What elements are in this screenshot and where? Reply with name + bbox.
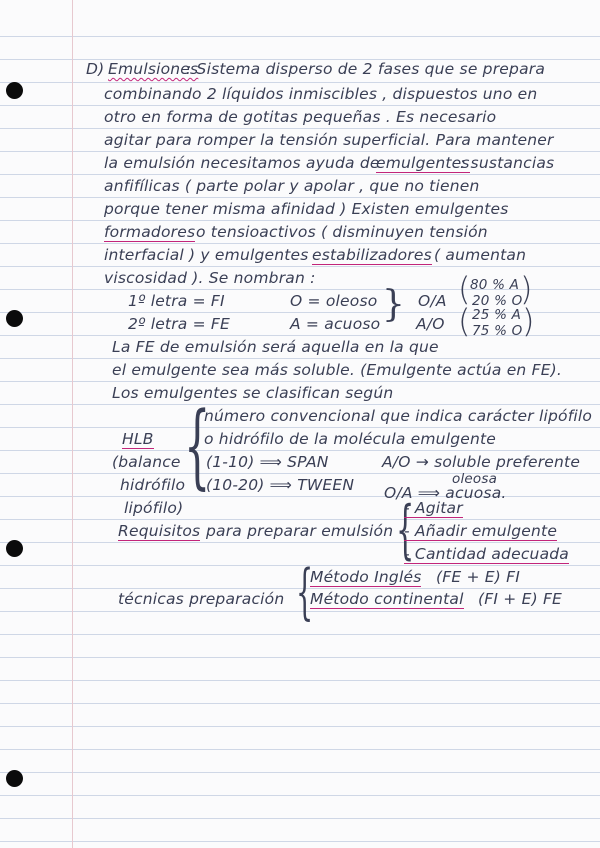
emulsion-type: O/A	[418, 292, 447, 310]
solubility-note: A/O → soluble preferente	[382, 453, 581, 471]
hlb-range: (10-20) ⟹ TWEEN	[206, 476, 355, 494]
method-name: Método continental	[310, 590, 464, 608]
hlb-definition: o hidrófilo de la molécula emulgente	[204, 430, 497, 448]
solubility-note: O/A ⟹ acuosa.	[384, 484, 507, 502]
requirement-item: - Añadir emulgente	[404, 522, 558, 540]
hlb-range: (1-10) ⟹ SPAN	[206, 453, 329, 471]
binder-hole	[6, 540, 23, 557]
paren-open: (	[458, 270, 471, 308]
binder-hole	[6, 82, 23, 99]
binder-hole	[6, 310, 23, 327]
paragraph-line: combinando 2 líquidos inmiscibles , dispuestos uno en	[104, 85, 538, 103]
paren-close: )	[520, 270, 533, 308]
composition: 25 % A	[472, 307, 522, 323]
paren-open: (	[458, 302, 471, 340]
requirement-item: - Cantidad adecuada	[404, 545, 570, 563]
hlb-meaning: (balance	[112, 453, 181, 471]
requirement-item: - Agitar	[404, 499, 463, 517]
brace: }	[382, 284, 405, 325]
emulsion-type: A/O	[416, 315, 445, 333]
requisitos-label: Requisitos	[118, 522, 201, 540]
hlb-meaning: lipófilo)	[124, 499, 184, 517]
paragraph-line: Los emulgentes se clasifican según	[112, 384, 394, 402]
naming-legend: O = oleoso	[290, 292, 378, 310]
paragraph-line: otro en forma de gotitas pequeñas . Es necesario	[104, 108, 497, 126]
section-title: Emulsiones	[108, 60, 199, 78]
hlb-label: HLB	[122, 430, 154, 448]
hlb-meaning: hidrófilo	[120, 476, 186, 494]
paragraph-line: porque tener misma afinidad ) Existen emulgentes	[104, 200, 509, 218]
section-label: D)	[86, 60, 105, 78]
paragraph-line: la emulsión necesitamos ayuda de	[104, 154, 380, 172]
composition: 75 % O	[472, 323, 523, 339]
term-formadores: formadores	[104, 223, 196, 241]
paragraph-line: ( aumentan	[434, 246, 527, 264]
paragraph-line: o tensioactivos ( disminuyen tensión	[196, 223, 488, 241]
hlb-definition: número convencional que indica carácter lipófilo	[204, 407, 593, 425]
term-emulgentes: emulgentes	[376, 154, 470, 172]
margin-line	[72, 0, 73, 848]
naming-legend: A = acuoso	[290, 315, 381, 333]
definition-text: : Sistema disperso de 2 fases que se prepara	[186, 60, 546, 78]
paragraph-line: interfacial ) y emulgentes	[104, 246, 309, 264]
composition: 20 % O	[472, 293, 523, 309]
naming-rule: 1º letra = FI	[128, 292, 225, 310]
term-estabilizadores: estabilizadores	[312, 246, 432, 264]
brace: {	[184, 392, 211, 499]
method-name: Método Inglés	[310, 568, 422, 586]
paragraph-line: el emulgente sea más soluble. (Emulgente actúa en FE).	[112, 361, 563, 379]
paragraph-line: anfifílicas ( parte polar y apolar , que no tienen	[104, 177, 480, 195]
paren-close: )	[522, 302, 535, 340]
solubility-note: oleosa	[452, 471, 498, 487]
brace: {	[396, 493, 415, 567]
paragraph-line: La FE de emulsión será aquella en la que	[112, 338, 439, 356]
techniques-label: técnicas preparación	[118, 590, 285, 608]
paragraph-line: : sustancias	[460, 154, 555, 172]
method-formula: (FI + E) FE	[478, 590, 563, 608]
composition: 80 % A	[470, 277, 520, 293]
requisitos-text: para preparar emulsión	[206, 522, 394, 540]
brace: {	[296, 557, 314, 627]
method-formula: (FE + E) FI	[436, 568, 521, 586]
binder-hole	[6, 770, 23, 787]
paragraph-line: viscosidad ). Se nombran :	[104, 269, 316, 287]
paragraph-line: agitar para romper la tensión superficial. Para mantener	[104, 131, 554, 149]
naming-rule: 2º letra = FE	[128, 315, 231, 333]
